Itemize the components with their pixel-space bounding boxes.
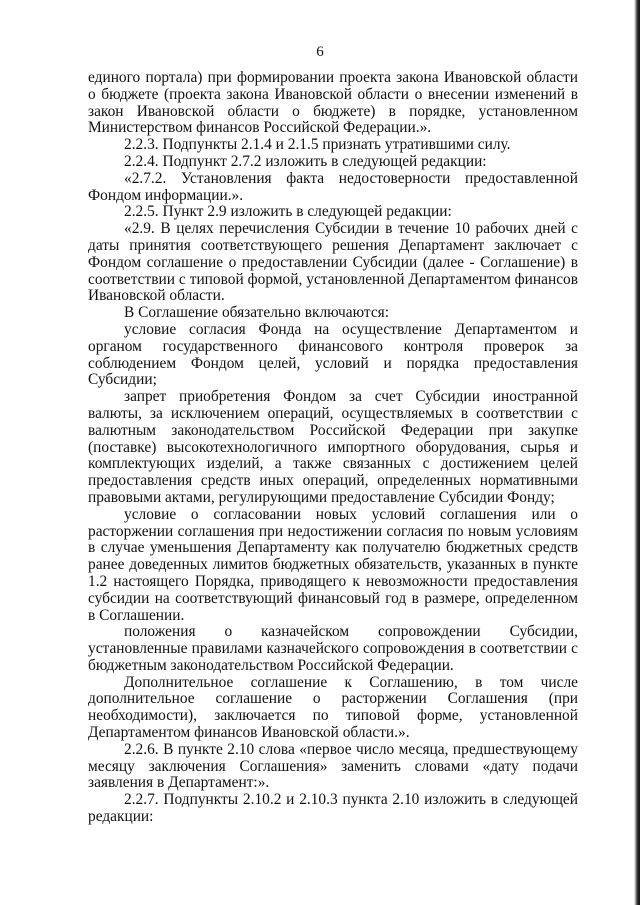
paragraph: единого портала) при формировании проекта закона Ивановской области о бюджете (проекта закона Ивановской области о внесении изменений в закон Ивановской области о бюджете) в порядке, установленном Министерством финансов Российской Федерации.».: [88, 69, 578, 137]
paragraph: положения о казначейском сопровождении Субсидии, установленные правилами казначейского сопровождения в соответствии с бюджетным законодательством Российской Федерации.: [88, 623, 578, 674]
paragraph: 2.2.7. Подпункты 2.10.2 и 2.10.3 пункта 2.10 изложить в следующей редакции:: [88, 791, 578, 826]
paragraph: 2.2.5. Пункт 2.9 изложить в следующей редакции:: [124, 203, 452, 221]
scan-edge-shadow: [634, 0, 640, 905]
paragraph: условие согласия Фонда на осуществление Департаментом и органом государственного финансового контроля проверок за соблюдением Фондом целей, условий и порядка предоставления Субсидии;: [88, 320, 578, 389]
page-number: 6: [316, 44, 324, 60]
paragraph: запрет приобретения Фондом за счет Субсидии иностранной валюты, за исключением операций, осуществляемых в соответствии с валютным законодательством Российской Федерации при закупке (поставке) высокотехнологичного импортного оборудования, сырья и комплектующих изделий, а также связанных с достижением целей предоставления средств иных операций, определенных нормативными правовыми актами, регулирующими предоставление Субсидии Фонду;: [88, 388, 578, 506]
paragraph: В Соглашение обязательно включаются:: [124, 304, 390, 322]
paragraph: 2.2.4. Подпункт 2.7.2 изложить в следующей редакции:: [124, 152, 487, 170]
paragraph: 2.2.6. В пункте 2.10 слова «первое число месяца, предшествующему месяцу заключения Соглашения» заменить словами «дату подачи заявления в Департамент:».: [88, 740, 578, 792]
paragraph: Дополнительное соглашение к Соглашению, в том числе дополнительное соглашение о расторжении Соглашения (при необходимости), заключается по типовой форме, установленной Департаментом финансов Ивановской области.».: [88, 673, 578, 742]
paragraph: «2.7.2. Установления факта недостоверности предоставленной Фондом информации.».: [88, 169, 578, 204]
document-body: [88, 70, 578, 826]
paragraph: «2.9. В целях перечисления Субсидии в течение 10 рабочих дней с даты принятия соответствующего решения Департамент заключает с Фондом соглашение о предоставлении Субсидии (далее - Соглашение) в соответствии с типовой формой, установленной Департаментом финансов Ивановской области.: [88, 220, 578, 305]
paragraph: условие о согласовании новых условий соглашения или о расторжении соглашения при недостижении согласия по новым условиям в случае уменьшения Департаменту как получателю бюджетных средств ранее доведенных лимитов бюджетных обязательств, указанных в пункте 1.2 настоящего Порядка, приводящего к невозможности предоставления субсидии на соответствующий финансовый год в размере, определенном в Соглашении.: [88, 505, 578, 624]
paragraph: 2.2.3. Подпункты 2.1.4 и 2.1.5 признать утратившими силу.: [124, 136, 511, 154]
